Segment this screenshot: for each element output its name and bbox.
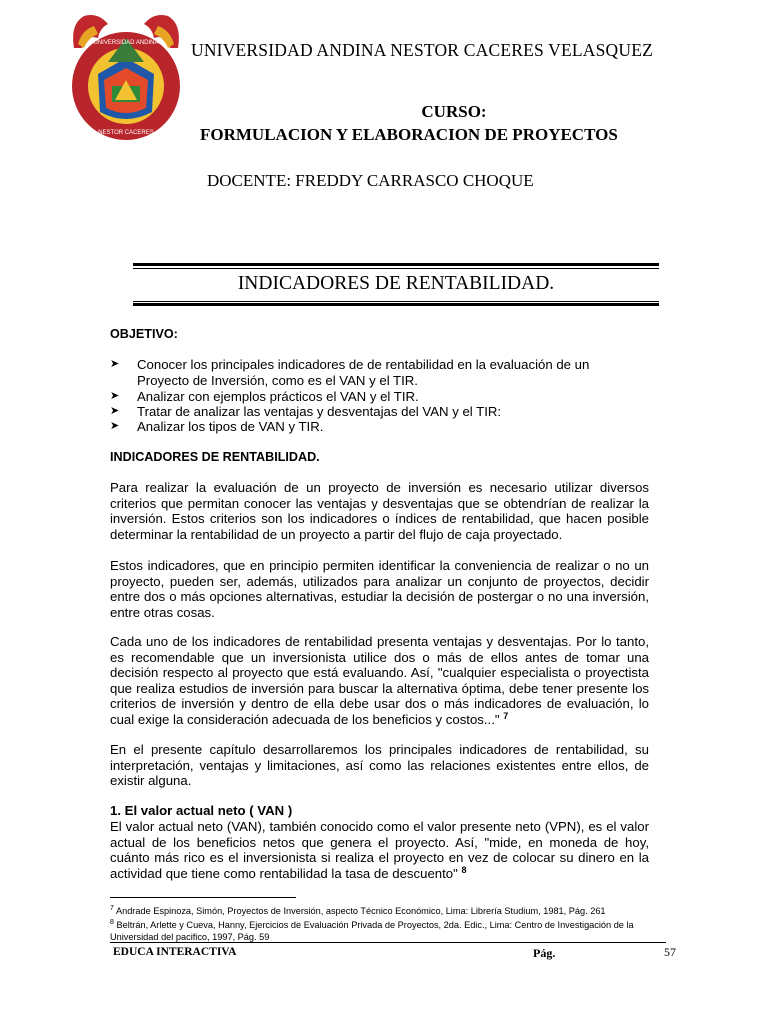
paragraph-4: En el presente capítulo desarrollaremos los principales indicadores de rentabilidad, su interpretación, ventajas y limitaciones, así como las relaciones existentes entre ellos, de existir alguna. [110,742,649,788]
footer-page-label: Pág. [533,946,556,960]
section-heading: INDICADORES DE RENTABILIDAD. [110,450,320,464]
course-label: CURSO: [421,102,487,121]
course-name: FORMULACION Y ELABORACION DE PROYECTOS [200,125,618,144]
arrow-bullet-icon: ➤ [110,420,120,432]
footnote-ref-7: 7 [503,710,509,721]
arrow-bullet-icon: ➤ [110,358,120,370]
footnote-text: Andrade Espinoza, Simón, Proyectos de Inversión, aspecto Técnico Económico, Lima: Librería Studium, 1981, Pág. 261 [115,906,606,916]
paragraph-1: Para realizar la evaluación de un proyecto de inversión es necesario utilizar diversos criterios que permitan conocer las ventajas y desventajas que se obtendrían de realizar la inversión. Estos criterios son los indicadores o índices de rentabilidad, que hacen posible determinar la rentabilidad de un proyecto a partir del flujo de caja proyectado. [110,480,649,542]
paragraph-3 [110,634,649,727]
footnote-text: Beltrán, Arlette y Cueva, Hanny, Ejercicios de Evaluación Privada de Proyectos, 2da. Edic., Lima: Centro de Investigación de la Universidad del pacifico, 1997, Pág. 59 [110,920,634,942]
footnote-8 [110,920,655,943]
footnote-7 [110,906,655,918]
paragraph-5 [110,819,649,881]
university-name: UNIVERSIDAD ANDINA NESTOR CACERES VELASQUEZ [191,40,654,60]
paragraph-3-text: Cada uno de los indicadores de rentabilidad presenta ventajas y desventajas. Por lo tanto, es recomendable que un inversionista utilice dos o más de ellos antes de tomar una decisión respecto al proyecto que está evaluando. Así, "cualquier especialista o proyectista que realiza estudios de inversión para buscar la alternativa óptima, debe tener presente los criterios de inversión y dentro de ella debe usar dos o más indicadores de evaluación, lo cual exige la consideración adecuada de los beneficios y costos..." [110,634,649,727]
arrow-bullet-icon: ➤ [110,405,120,417]
footnote-separator [110,897,296,898]
bullet-text-line-1: Conocer los principales indicadores de de rentabilidad en la evaluación de un [137,357,590,372]
logo-top-text: UNIVERSIDAD ANDINA [93,40,159,46]
bullet-text-line-2: Proyecto de Inversión, como es el VAN y el TIR. [137,373,418,388]
footnote-number: 8 [110,919,114,926]
bullet-text: Analizar con ejemplos prácticos el VAN y el TIR. [137,389,419,404]
footnote-ref-8: 8 [461,864,467,875]
page-title: INDICADORES DE RENTABILIDAD. [237,273,555,294]
objective-heading: OBJETIVO: [110,327,178,341]
logo-bottom-text: NESTOR CACERES [98,130,154,136]
footer-rule [110,942,666,943]
footer-page-number: 57 [664,945,676,959]
title-rule-top-thin [133,268,659,269]
footer-publisher: EDUCA INTERACTIVA [113,946,237,958]
title-rule-bottom-thick [133,303,659,306]
van-heading: 1. El valor actual neto ( VAN ) [110,803,293,818]
title-rule-top-thick [133,263,659,266]
university-crest-icon [68,14,184,142]
footnote-number: 7 [110,905,114,912]
bullet-text: Tratar de analizar las ventajas y desventajas del VAN y el TIR: [137,404,502,419]
arrow-bullet-icon: ➤ [110,390,120,402]
paragraph-2: Estos indicadores, que en principio permiten identificar la conveniencia de realizar o no un proyecto, pueden ser, además, utilizados para analizar un conjunto de proyectos, decidir entre dos o más opciones alternativas, estudiar la decisión de postergar o no una inversión, entre otras cosas. [110,558,649,620]
title-rule-bottom-thin [133,301,659,302]
teacher-name: DOCENTE: FREDDY CARRASCO CHOQUE [207,171,534,190]
bullet-text: Analizar los tipos de VAN y TIR. [137,419,324,434]
paragraph-5-text: El valor actual neto (VAN), también conocido como el valor presente neto (VPN), es el valor actual de los beneficios netos que genera el proyecto. Así, "mide, en moneda de hoy, cuánto más rico es el inversionista si realiza el proyecto en vez de colocar su dinero en la actividad que tiene como rentabilidad la tasa de descuento" [110,819,649,881]
